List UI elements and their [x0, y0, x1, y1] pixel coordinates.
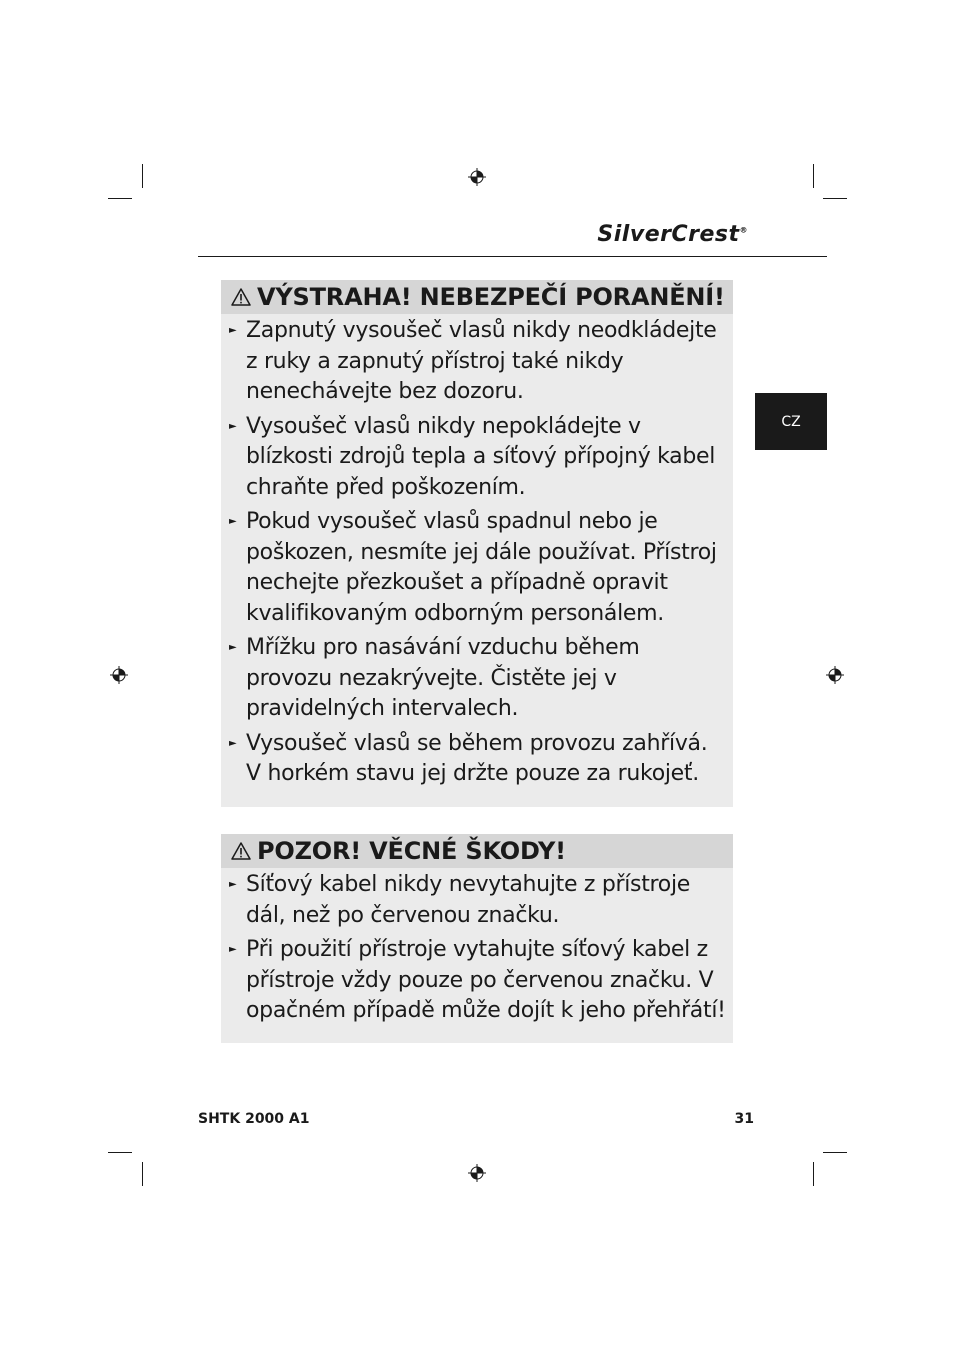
bullet-arrow-icon: ► [229, 420, 237, 432]
bullet-arrow-icon: ► [229, 944, 237, 955]
bullet-arrow-icon: ► [229, 737, 237, 749]
footer-model: SHTK 2000 A1 [198, 1111, 310, 1127]
crop-mark [813, 1162, 814, 1186]
bullet-arrow-icon: ► [229, 879, 237, 890]
list-item-text: Při použití přístroje vytahujte síťový kabel z přístroje vždy pouze po červenou značku. V opačném případě může dojít k jeho přehřátí! [246, 937, 726, 1023]
crop-mark [813, 164, 814, 188]
brand-logo [597, 222, 748, 247]
section-title: POZOR! VĚCNÉ ŠKODY! [257, 837, 566, 865]
bullet-arrow-icon: ► [229, 516, 237, 527]
bullet-arrow-icon: ► [229, 642, 237, 653]
registration-mark-icon [468, 168, 486, 186]
list-item [221, 935, 727, 1027]
list-item [221, 870, 727, 931]
list-item-text: Mřížku pro nasávání vzduchu během provozu nezakrývejte. Čistěte jej v pravidelných intervalech. [246, 635, 640, 721]
language-tab-label: CZ [781, 413, 801, 430]
section-title: VÝSTRAHA! NEBEZPEČÍ PORANĚNÍ! [257, 283, 725, 311]
warning-box-damage [221, 834, 733, 1043]
bullet-arrow-icon: ► [229, 325, 237, 336]
warning-triangle-icon [231, 288, 251, 306]
header-divider [198, 256, 827, 257]
registration-mark-icon [468, 1164, 486, 1182]
language-tab [755, 393, 827, 450]
warning-triangle-icon [231, 842, 251, 860]
warning-box-header [221, 834, 733, 868]
list-item-text: Pokud vysoušeč vlasů spadnul nebo je poškozen, nesmíte jej dále používat. Přístroj nechejte přezkoušet a případně opravit kvalifikovaným odborným personálem. [246, 509, 717, 626]
warning-box-injury [221, 280, 733, 807]
registration-mark-icon [110, 666, 128, 684]
registration-mark-icon [826, 666, 844, 684]
brand-logo-text: SilverCrest [597, 222, 740, 247]
bullet-list [221, 868, 733, 1045]
list-item [221, 507, 727, 629]
crop-mark [142, 1162, 143, 1186]
list-item-text: Síťový kabel nikdy nevytahujte z přístroje dál, než po červenou značku. [246, 872, 691, 928]
bullet-list [221, 314, 733, 808]
list-item-text: Zapnutý vysoušeč vlasů nikdy neodkládejte z ruky a zapnutý přístroj také nikdy nenechávejte bez dozoru. [246, 318, 717, 404]
crop-mark [823, 1152, 847, 1153]
crop-mark [108, 1152, 132, 1153]
list-item-text: Vysoušeč vlasů nikdy nepokládejte v blízkosti zdrojů tepla a síťový přípojný kabel chraňte před poškozením. [246, 413, 716, 500]
list-item [221, 633, 727, 725]
crop-mark [823, 198, 847, 199]
list-item [221, 412, 727, 504]
list-item [221, 316, 727, 408]
crop-mark [142, 164, 143, 188]
warning-box-header [221, 280, 733, 314]
page-number: 31 [734, 1111, 754, 1127]
list-item [221, 729, 727, 790]
list-item-text: Vysoušeč vlasů se během provozu zahřívá. V horkém stavu jej držte pouze za rukojeť. [246, 730, 708, 786]
crop-mark [108, 198, 132, 199]
trademark-symbol: ® [739, 225, 748, 235]
